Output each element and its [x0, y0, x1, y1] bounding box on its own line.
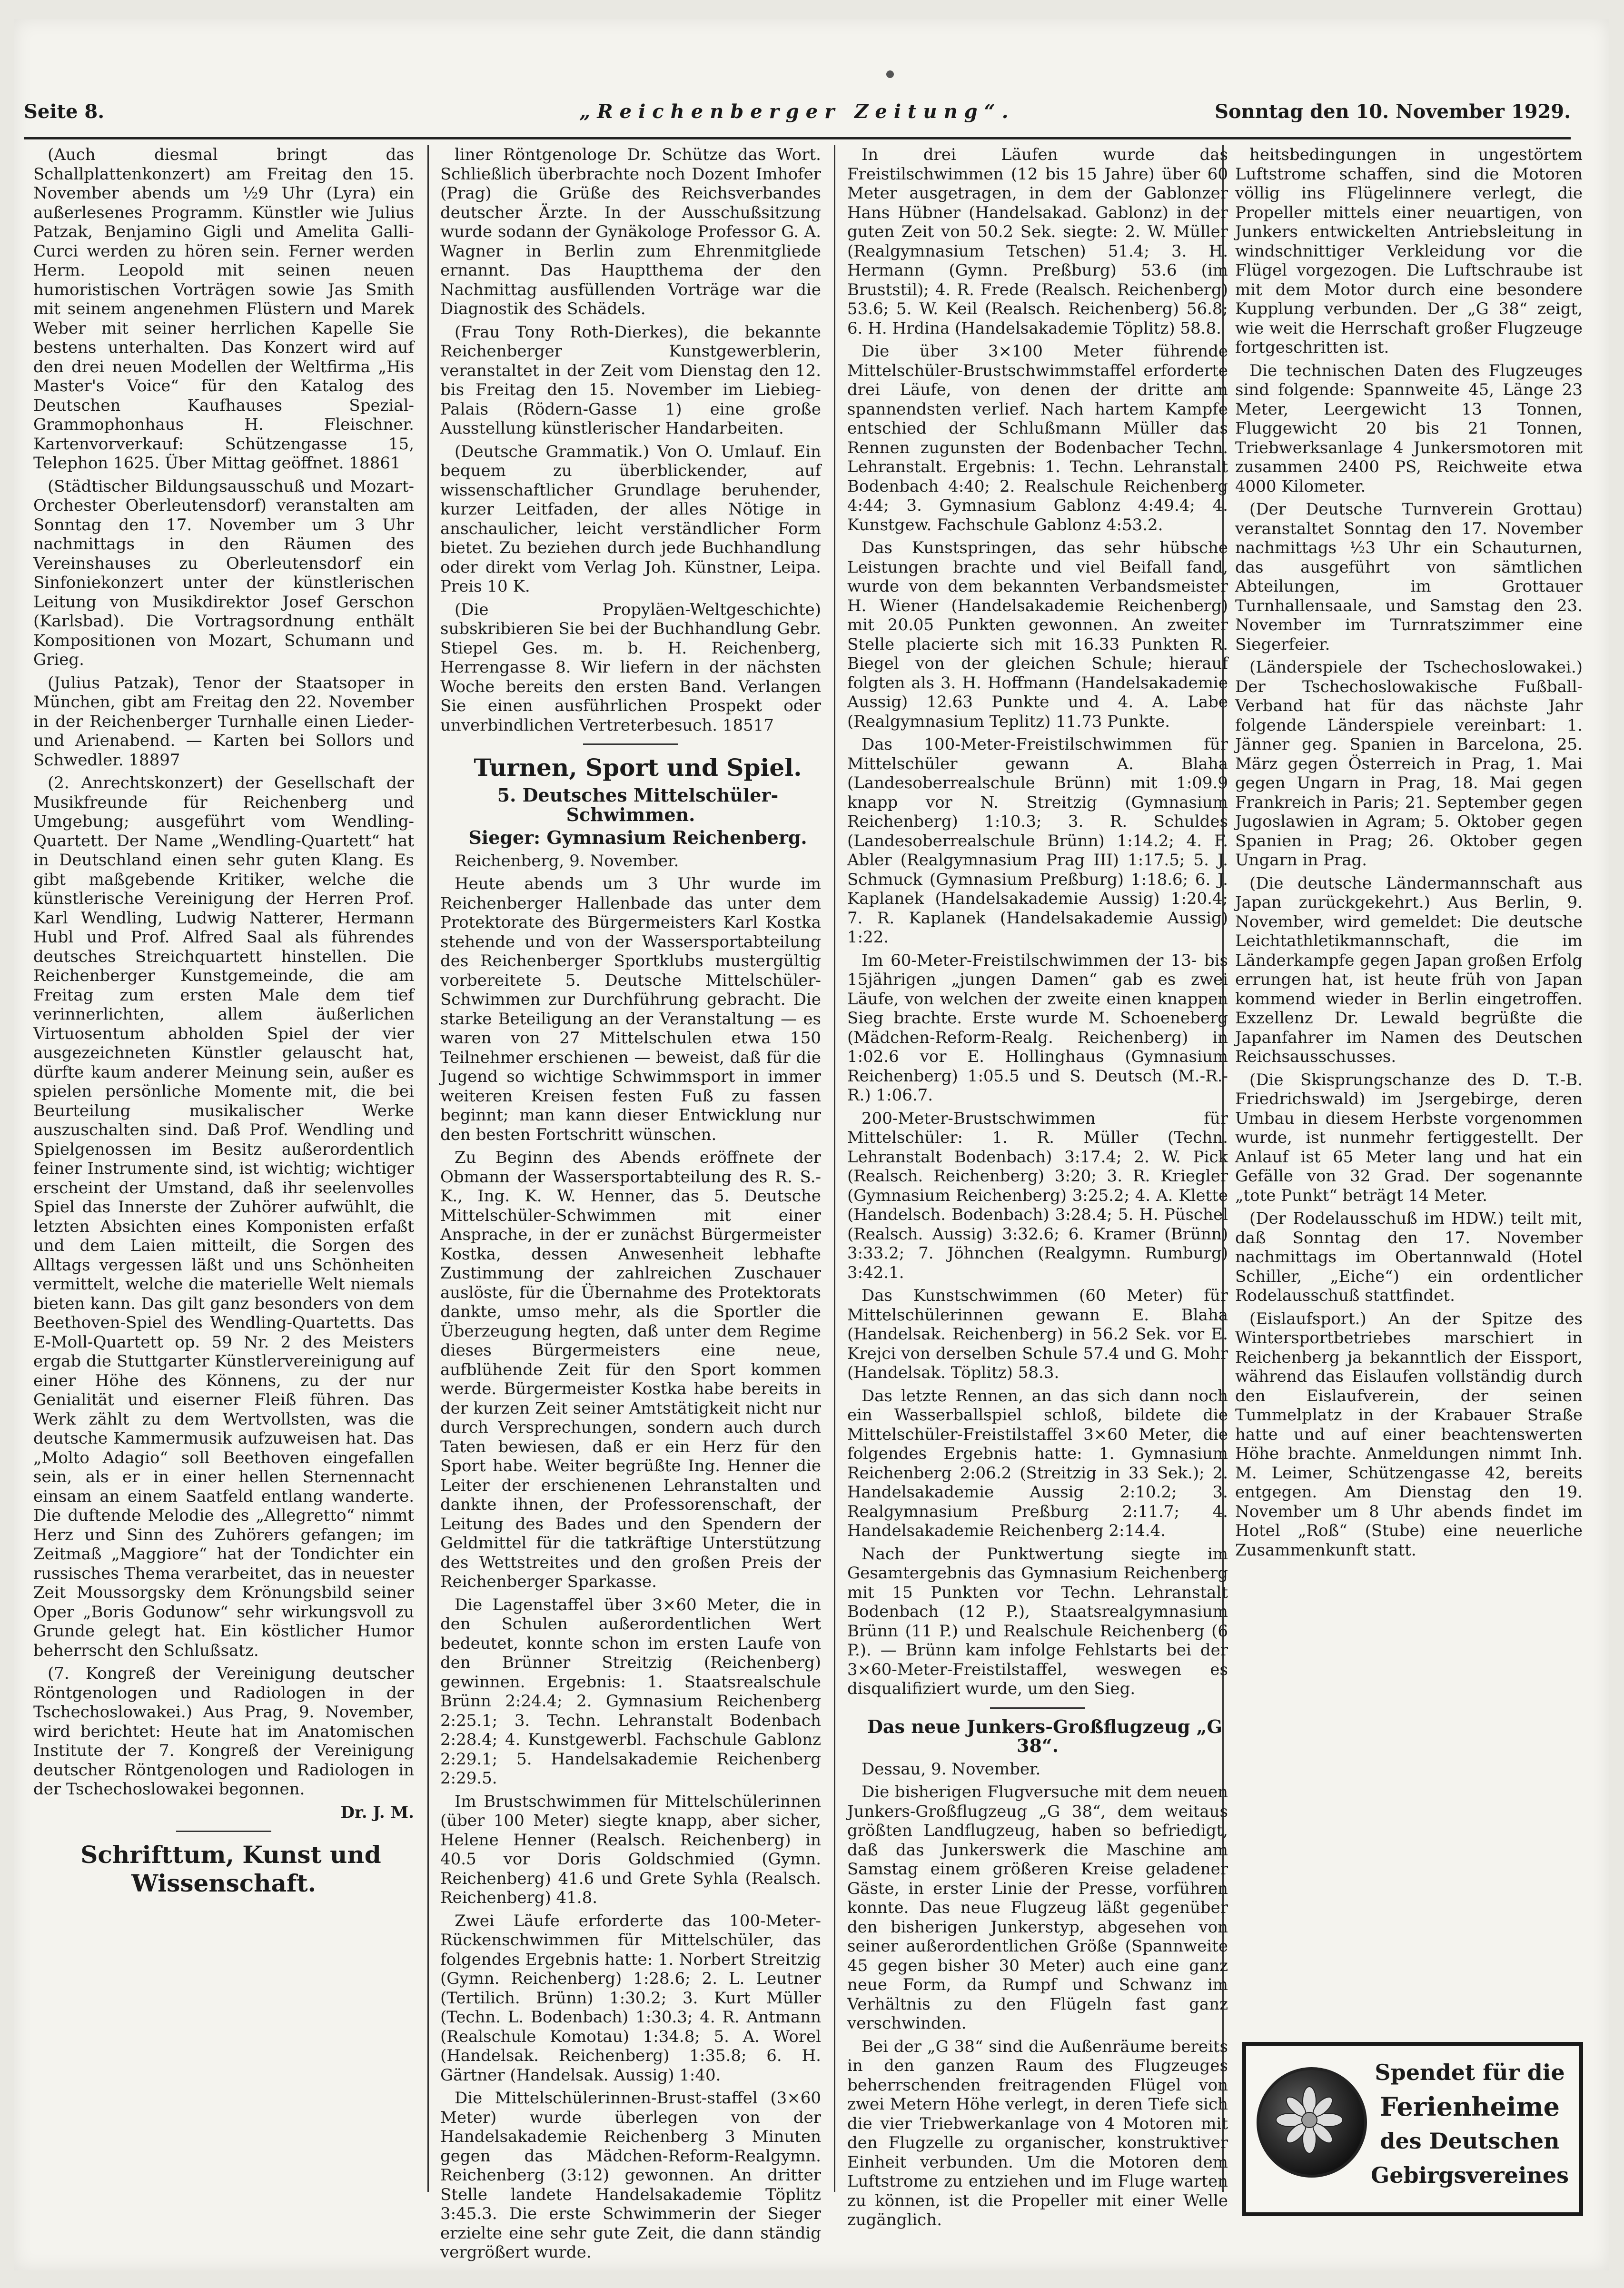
article-paragraph: (2. Anrechtskonzert) der Gesellschaft der Musikfreunde für Reichenberg und Umgebung; ausgeführt vom Wendling-Quartett. Der Name „Wendling-Quartett“ hat in Deutschland einen sehr guten Klang. Es gibt maßgebende Kritiker, welche die künstlerische Vereinigung der Herren Prof. Karl Wendling, Ludwig Natterer, Hermann Hubl und Prof. Alfred Saal als führendes deutsches Streichquartett hinstellen. Die Reichenberger Kunstgemeinde, die am Freitag zum ersten Male dem tief verinnerlichten, allem äußerlichen Virtuosentum abholden Spiel der vier ausgezeichneten Künstler gelauscht hat, dürfte kaum anderer Meinung sein, außer es spielen persönliche Momente mit, die bei Beurteilung musikalischer Werke auszuschalten sind. Daß Prof. Wendling und Spielgenossen im Besitz außerordentlich feiner Instrumente sind, ist wichtig; wichtiger erscheint der Umstand, daß ihr seelenvolles Spiel das Innerste der Zuhörer aufwühlt, die letzten Absichten eines Komponisten erfaßt und dem Laien mitteilt, die Sorgen des Alltags vergessen läßt und uns Schönheiten vermittelt, welche die materielle Welt niemals bieten kann. Das gilt ganz besonders von dem Beethoven-Spiel des Wendling-Quartetts. Das E-Moll-Quartett op. 59 Nr. 2 des Meisters ergab die Stuttgarter Künstlervereinigung auf einer Höhe des Könnens, zu der nur Genialität und eiserner Fleiß führen. Das Werk zählt zu dem Wertvollsten, was die deutsche Kammermusik aufzuweisen hat. Das „Molto Adagio“ soll Beethoven eingefallen sein, als er in einer hellen Sternennacht einsam an einem Saatfeld entlang wanderte. Die duftende Melodie des „Allegretto“ nimmt Herz und Sinn des Zuhörers gefangen; im Zeitmaß „Maggiore“ hat der Tondichter ein russisches Thema verarbeitet, das in neuester Zeit Moussorgsky dem Krönungsbild seiner Oper „Boris Godunow“ sehr wirkungsvoll zu Grunde gelegt hat. Ein köstlicher Humor beherrscht den Schlußsatz.: [33, 773, 414, 1660]
article-paragraph: (Der Rodelausschuß im HDW.) teilt mit, daß Sonntag den 17. November nachmittags im Obertannwald (Hotel Schiller, „Eiche“) ein ordentlicher Rodelausschuß stattfindet.: [1235, 1209, 1583, 1305]
article-paragraph: Zwei Läufe erforderte das 100-Meter-Rückenschwimmen für Mittelschüler, das folgendes Ergebnis hatte: 1. Norbert Streitzig (Gymn. Reichenberg) 1:28.6; 2. L. Leutner (Tertilich. Brünn) 1:30.2; 3. Kurt Müller (Techn. L. Bodenbach) 1:30.3; 4. R. Antmann (Realschule Komotau) 1:34.8; 5. A. Worel (Handelsak. Reichenberg) 1:35.8; 6. H. Gärtner (Handelsak. Aussig) 1:40.: [440, 1911, 821, 2085]
column-4: [1235, 145, 1583, 2030]
column-3: [847, 145, 1228, 2229]
article-paragraph: (Die Propyläen-Weltgeschichte) subskribieren Sie bei der Buchhandlung Gebr. Stiepel Ges. m. b. H. Reichenberg, Herrengasse 8. Wir liefern in der nächsten Woche bereits den ersten Band. Verlangen Sie einen ausführlichen Prospekt oder unverbindlichen Vertreterbesuch. 18517: [440, 600, 821, 735]
article-paragraph: Das 100-Meter-Freistilschwimmen für Mittelschüler gewann A. Blaha (Landesoberrealschule Brünn) mit 1:09.9 knapp vor N. Streitzig (Gymnasium Reichenberg) 1:10.3; 3. R. Schuldes (Landesoberrealschule Brünn) 1:14.2; 4. F. Abler (Realgymnasium Prag III) 1:17.5; 5. J. Schmuck (Gymnasium Preßburg) 1:18.6; 6. J. Kaplanek (Handelsakademie Aussig) 1:20.4; 7. R. Kaplanek (Handelsakademie Aussig) 1:22.: [847, 735, 1228, 947]
article-paragraph: Die Lagenstaffel über 3×60 Meter, die in den Schulen außerordentlichen Wert bedeutet, konnte schon im ersten Laufe von den Brünner Streitzig (Reichenberg) gewinnen. Ergebnis: 1. Staatsrealschule Brünn 2:24.4; 2. Gymnasium Reichenberg 2:25.1; 3. Techn. Lehranstalt Bodenbach 2:28.4; 4. Kunstgewerbl. Fachschule Gablonz 2:29.1; 5. Handelsakademie Reichenberg 2:29.5.: [440, 1595, 821, 1788]
article-heading: Das neue Junkers-Großflugzeug „G 38“.: [867, 1715, 1222, 1756]
article-paragraph: (Länderspiele der Tschechoslowakei.) Der Tschechoslowakische Fußball-Verband hat für das nächste Jahr folgende Länderspiele vereinbart: 1. Jänner geg. Spanien in Barcelona, 25. März gegen Österreich in Prag, 1. Mai gegen Ungarn in Prag, 18. Mai gegen Frankreich in Paris; 21. September gegen Jugoslawien in Agram; 5. Oktober gegen Spanien in Prag; 26. Oktober gegen Ungarn in Prag.: [1235, 658, 1583, 870]
issue-date: Sonntag den 10. November 1929.: [1215, 100, 1571, 123]
article-paragraph: Im Brustschwimmen für Mittelschülerinnen (über 100 Meter) siegte knapp, aber sicher, Helene Henner (Realsch. Reichenberg) in 40.5 vor Doris Goldschmied (Gymn. Reichenberg) 41.6 und Grete Syhla (Realsch. Reichenberg) 41.8.: [440, 1792, 821, 1907]
column-rule: [834, 145, 835, 2192]
article-paragraph: Das letzte Rennen, an das sich dann noch ein Wasserballspiel schloß, bildete die Mittelschüler-Freistilstaffel 3×60 Meter, die folgendes Ergebnis hatte: 1. Gymnasium Reichenberg 2:06.2 (Streitzig in 33 Sek.); 2. Handelsakademie Aussig 2:10.2; 3. Realgymnasium Preßburg 2:11.7; 4. Handelsakademie Reichenberg 2:14.4.: [847, 1386, 1228, 1540]
article-paragraph: liner Röntgenologe Dr. Schütze das Wort. Schließlich überbrachte noch Dozent Imhofer (Prag) die Grüße des Reichsverbandes deutscher Ärzte. In der Ausschußsitzung wurde sodann der Gynäkologe Professor G. A. Wagner in Berlin zum Ehrenmitgliede ernannt. Das Hauptthema der den Nachmittag ausfüllenden Vorträge war die Diagnostik des Schädels.: [440, 145, 821, 318]
article-paragraph: (Die Skisprungschanze des D. T.-B. Friedrichswald) im Jsergebirge, deren Umbau in diesem Herbste vorgenommen wurde, ist nunmehr fertiggestellt. Der Anlauf ist 65 Meter lang und hat ein Gefälle von 32 Grad. Der sogenannte „tote Punkt“ beträgt 14 Meter.: [1235, 1070, 1583, 1205]
article-heading: 5. Deutsches Mittelschüler-Schwimmen.: [497, 784, 779, 825]
article-paragraph: Die Mittelschülerinnen-Brust-staffel (3×60 Meter) wurde überlegen von der Handelsakademie Reichenberg 3 Minuten gegen das Mädchen-Reform-Realgymn. Reichenberg (3:12) gewonnen. An dritter Stelle landete Handelsakademie Töplitz 3:45.3. Die erste Schwimmerin der Sieger erzielte eine sehr gute Zeit, die dann ständig vergrößert wurde.: [440, 2089, 821, 2262]
section-rule: [176, 1831, 271, 1832]
article-paragraph: Die technischen Daten des Flugzeuges sind folgende: Spannweite 45, Länge 23 Meter, Leergewicht 13 Tonnen, Fluggewicht 20 bis 21 Tonnen, Triebwerksanlage 4 Junkersmotoren mit zusammen 2400 PS, Reichweite etwa 4000 Kilometer.: [1235, 361, 1583, 496]
article-paragraph: Die bisherigen Flugversuche mit dem neuen Junkers-Großflugzeug „G 38“, dem weitaus größten Landflugzeug, haben so befriedigt, daß das Junkerswerk die Maschine am Samstag einem größeren Kreise geladener Gäste, in erster Linie der Presse, vorführen konnte. Das neue Flugzeug läßt gegenüber den bisherigen Junkerstyp, abgesehen von seiner außerordentlichen Größe (Spannweite 45 gegen bisher 30 Meter) auch eine ganz neue Form, da Rumpf und Schwanz im Verhältnis zu den Flügeln fast ganz verschwinden.: [847, 1783, 1228, 2033]
column-rule: [427, 145, 429, 2192]
article-paragraph: Heute abends um 3 Uhr wurde im Reichenberger Hallenbade das unter dem Protektorate des Bürgermeisters Karl Kostka stehende und von der Wassersportabteilung des Reichenberger Sportklubs mustergültig vorbereitete 5. Deutsche Mittelschüler-Schwimmen zur Durchführung gebracht. Die starke Beteiligung an der Veranstaltung — es waren von 27 Mittelschulen etwa 150 Teilnehmer erschienen — beweist, daß für die Jugend so wichtige Schwimmsport in immer weiteren Kreisen festen Fuß zu fassen beginnt; man kann dieser Entwicklung nur den besten Fortschritt wünschen.: [440, 874, 821, 1144]
section-heading: Schrifttum, Kunst und Wissenschaft.: [80, 1841, 381, 1897]
column-1: [33, 145, 414, 2192]
author-signature: Dr. J. M.: [340, 1803, 414, 1822]
article-paragraph: Das Kunstschwimmen (60 Meter) für Mittelschülerinnen gewann E. Blaha (Handelsak. Reichenberg) in 56.2 Sek. vor E. Krejci von derselben Schule 57.4 und G. Mohr (Handelsak. Töplitz) 58.3.: [847, 1286, 1228, 1382]
punch-hole: [886, 70, 894, 78]
article-paragraph: (Die deutsche Ländermannschaft aus Japan zurückgekehrt.) Aus Berlin, 9. November, wird gemeldet: Die deutsche Leichtathletikmannschaft, die im Länderkampfe gegen Japan großen Erfolg errungen hat, ist heute früh von Japan kommend wieder in Berlin eingetroffen. Exzellenz Dr. Lewald begrüßte die Japanfahrer im Namen des Deutschen Reichsausschusses.: [1235, 873, 1583, 1066]
article-paragraph: Bei der „G 38“ sind die Außenräume bereits in den ganzen Raum des Flugzeuges beherrschenden freitragenden Flügel von zwei Metern Höhe verlegt, in deren Tiefe sich die vier Triebwerkanlage von 4 Motoren mit den Flugzelle zu organischer, konstruktiver Einheit verbunden. Um die Motoren dem Luftstrome zu entziehen und im Fluge warten zu können, ist die Propeller mit einer Welle zugänglich.: [847, 2037, 1228, 2229]
article-paragraph: (Frau Tony Roth-Dierkes), die bekannte Reichenberger Kunstgewerblerin, veranstaltet in der Zeit vom Dienstag den 12. bis Freitag den 15. November im Liebieg-Palais (Rödern-Gasse 1) eine große Ausstellung künstlerischer Handarbeiten.: [440, 322, 821, 438]
article-subheading: Sieger: Gymnasium Reichenberg.: [468, 827, 807, 848]
article-paragraph: Nach der Punktwertung siegte im Gesamtergebnis das Gymnasium Reichenberg mit 15 Punkten vor Techn. Lehranstalt Bodenbach (12 P.), Staatsrealgymnasium Brünn (11 P.) und Realschule Reichenberg (6 P.). — Brünn kam infolge Fehlstarts bei der 3×60-Meter-Freistilstaffel, weswegen es disqualifiziert wurde, um den Sieg.: [847, 1544, 1228, 1698]
section-rule: [990, 1707, 1085, 1709]
ad-line: des Deutschen: [1380, 2128, 1560, 2154]
article-paragraph: (Städtischer Bildungsausschuß und Mozart-Orchester Oberleutensdorf) veranstalten am Sonntag den 17. November um 3 Uhr nachmittags in den Räumen des Vereinshauses zu Oberleutensdorf ein Sinfoniekonzert unter der künstlerischen Leitung von Musikdirektor Josef Gerschon (Karlsbad). Die Vortragsordnung enthält Kompositionen von Mozart, Schumann und Grieg.: [33, 476, 414, 669]
article-paragraph: Dessau, 9. November.: [862, 1759, 1041, 1779]
article-paragraph: Das Kunstspringen, das sehr hübsche Leistungen brachte und viel Beifall fand, wurde von dem bekannten Verbandsmeister H. Wiener (Handelsakademie Reichenberg) mit 20.05 Punkten gewonnen. An zweiter Stelle placierte sich mit 16.33 Punkten R. Biegel von der gleichen Schule; hierauf folgten als 3. H. Hoffmann (Handelsakademie Aussig) 12.63 Punkte und 4. A. Labe (Realgymnasium Teplitz) 11.73 Punkte.: [847, 538, 1228, 731]
column-2: [440, 145, 821, 2262]
article-paragraph: Zu Beginn des Abends eröffnete der Obmann der Wassersportabteilung des R. S.-K., Ing. K. W. Henner, das 5. Deutsche Mittelschüler-Schwimmen mit einer Ansprache, in der er zunächst Bürgermeister Kostka, dessen Anwesenheit lebhafte Zustimmung der zahlreichen Zuschauer auslöste, für die Übernahme des Protektorats dankte, umso mehr, als die Sportler die Überzeugung hegten, daß unter dem Regime dieses Bürgermeisters eine neue, aufblühende Zeit für den Sport kommen werde. Bürgermeister Kostka habe bereits in der kurzen Zeit seiner Amtstätigkeit nicht nur durch Versprechungen, sondern auch durch Taten bewiesen, daß er ein Herz für den Sport habe. Weiter begrüßte Ing. Henner die Leiter der erschienenen Lehranstalten und dankte ihnen, der Professorenschaft, der Leitung des Bades und den Spendern der Geldmittel für die tatkräftige Unterstützung des Wettstreites und den großen Preis der Reichenberger Sparkasse.: [440, 1148, 821, 1591]
section-rule: [583, 743, 678, 745]
article-paragraph: (Eislaufsport.) An der Spitze des Wintersportbetriebes marschiert in Reichenberg ja bekanntlich der Eissport, während das Eislaufen vollständig durch den Eislaufverein, der seinen Tummelplatz in der Krabauer Straße hatte und auf einer beachtenswerten Höhe brachte. Anmeldungen nimmt Inh. M. Leimer, Schützengasse 42, bereits entgegen. Am Dienstag den 19. November um 8 Uhr abends findet im Hotel „Roß“ (Stube) eine neuerliche Zusammenkunft statt.: [1235, 1309, 1583, 1560]
article-paragraph: Die über 3×100 Meter führende Mittelschüler-Brustschwimmstaffel erforderte drei Läufe, von denen der dritte am spannendsten verlief. Nach hartem Kampfe entschied der Schlußmann Müller das Rennen zugunsten der Bodenbacher Techn. Lehranstalt. Ergebnis: 1. Techn. Lehranstalt Bodenbach 4:40; 2. Realschule Reichenberg 4:44; 3. Gymnasium Gablonz 4:49.4; 4. Kunstgew. Fachschule Gablonz 4:53.2.: [847, 342, 1228, 535]
section-heading: Turnen, Sport und Spiel.: [474, 753, 802, 782]
edelweiss-emblem-icon: [1257, 2067, 1367, 2178]
article-paragraph: heitsbedingungen in ungestörtem Luftstrome schaffen, sind die Motoren völlig ins Flügelinnere verlegt, die Propeller mittels einer neuartigen, von Junkers entwickelten Antriebsleitung in windschnittiger Verkleidung vor die Flügel vorgezogen. Die Luftschraube ist mit dem Motor durch eine besondere Kupplung verbunden. Der „G 38“ zeigt, wie weit die Herrschaft großer Flugzeuge fortgeschritten ist.: [1235, 145, 1583, 357]
ad-line: Ferienheime: [1380, 2091, 1560, 2122]
article-paragraph: In drei Läufen wurde das Freistilschwimmen (12 bis 15 Jahre) über 60 Meter ausgetragen, in dem der Gablonzer Hans Hübner (Handelsakad. Gablonz) in der guten Zeit von 50.2 Sek. siegte: 2. W. Müller (Realgymnasium Tetschen) 51.4; 3. H. Hermann (Gymn. Preßburg) 53.6 (im Bruststil); 4. R. Frede (Realsch. Reichenberg) 53.6; 5. W. Keil (Realsch. Reichenberg) 56.8; 6. H. Hrdina (Handelsakademie Töplitz) 58.8.: [847, 145, 1228, 338]
header-rule: [24, 137, 1571, 139]
page-header: [24, 90, 1571, 133]
article-paragraph: (7. Kongreß der Vereinigung deutscher Röntgenologen und Radiologen in der Tschechoslowakei.) Aus Prag, 9. November, wird berichtet: Heute hat im Anatomischen Institute der 7. Kongreß der Vereinigung deutscher Röntgenologen und Radiologen in der Tschechoslowakei begonnen.: [33, 1664, 414, 1799]
article-paragraph: (Der Deutsche Turnverein Grottau) veranstaltet Sonntag den 17. November nachmittags ½3 Uhr ein Schauturnen, das ausgeführt von sämtlichen Abteilungen, im Grottauer Turnhallensaale, und Samstag den 23. November im Turnratszimmer eine Siegerfeier.: [1235, 500, 1583, 654]
article-paragraph: Im 60-Meter-Freistilschwimmen der 13- bis 15jährigen „jungen Damen“ gab es zwei Läufe, von welchen der zweite einen knappen Sieg brachte. Erste wurde M. Schoeneberg (Mädchen-Reform-Realg. Reichenberg) in 1:02.6 vor E. Hollinghaus (Gymnasium Reichenberg) 1:05.5 und S. Deutsch (M.-R.-R.) 1:06.7.: [847, 951, 1228, 1105]
ad-text: [1370, 2055, 1570, 2192]
advertisement: [1242, 2042, 1583, 2216]
article-paragraph: (Julius Patzak), Tenor der Staatsoper in München, gibt am Freitag den 22. November in der Reichenberger Turnhalle einen Lieder- und Arienabend. — Karten bei Sollors und Schwedler. 18897: [33, 673, 414, 770]
ad-line: Gebirgsvereines: [1370, 2162, 1569, 2188]
article-paragraph: 200-Meter-Brustschwimmen für Mittelschüler: 1. R. Müller (Techn. Lehranstalt Bodenbach) 3:17.4; 2. W. Pick (Realsch. Reichenberg) 3:20; 3. R. Kriegler (Gymnasium Reichenberg) 3:25.2; 4. A. Klette (Handelsch. Bodenbach) 3:28.4; 5. H. Püschel (Realsch. Aussig) 3:32.6; 6. Kramer (Brünn) 3:33.2; 7. Jöhnchen (Realgymn. Rumburg) 3:42.1.: [847, 1109, 1228, 1282]
page-number: Seite 8.: [24, 100, 105, 123]
ad-line: Spendet für die: [1375, 2060, 1565, 2085]
article-paragraph: Reichenberg, 9. November.: [455, 851, 679, 871]
article-paragraph: (Deutsche Grammatik.) Von O. Umlauf. Ein bequem zu überblickender, auf wissenschaftlicher Grundlage beruhender, kurzer Leitfaden, der alles Nötige in anschaulicher, leicht verständlicher Form bietet. Zu beziehen durch jede Buchhandlung oder direkt vom Verlag Joh. Künstner, Leipa. Preis 10 K.: [440, 442, 821, 596]
article-paragraph: (Auch diesmal bringt das Schallplattenkonzert) am Freitag den 15. November abends um ½9 Uhr (Lyra) ein außerlesenes Programm. Künstler wie Julius Patzak, Benjamino Gigli und Amelita Galli-Curci werden zu hören sein. Ferner werden Herm. Leopold mit seinen neuen humoristischen Vorträgen sowie Jas Smith mit seinem angenehmen Flüstern und Marek Weber mit seiner herrlichen Kapelle Sie bestens unterhalten. Das Konzert wird auf den drei neuen Modellen der Weltfirma „His Master's Voice“ für den Katalog des Deutschen Kaufhauses Spezial-Grammophonhaus H. Fleischner. Kartenvorverkauf: Schützengasse 15, Telephon 1625. Über Mittag geöffnet. 18861: [33, 145, 414, 473]
newspaper-title: „Reichenberger Zeitung“.: [579, 100, 1015, 123]
